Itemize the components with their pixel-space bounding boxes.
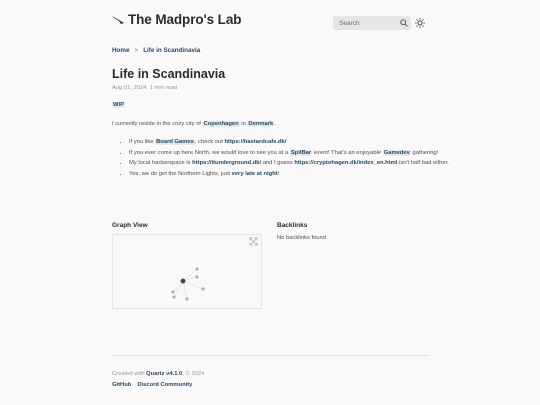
list-text: event! That's an enjoyable (313, 149, 382, 156)
link-quartz[interactable]: Quartz v4.1.0 (146, 371, 183, 377)
breadcrumb (112, 47, 200, 54)
page-title: Life in Scandinavia (112, 67, 226, 81)
tag-label[interactable]: WIP (113, 102, 124, 108)
sun-icon[interactable] (415, 18, 425, 28)
list-text: My local hackerspace is (129, 160, 191, 167)
list-text: ! (277, 170, 280, 177)
link-github[interactable]: GitHub (112, 382, 132, 388)
link-spilbar[interactable]: SpilBar (290, 149, 312, 156)
footer-credit (112, 371, 204, 377)
graph-node[interactable] (172, 295, 175, 298)
graph-node[interactable] (195, 267, 198, 270)
graph-node[interactable] (185, 297, 188, 300)
graph-node[interactable] (195, 275, 198, 278)
search-label: Search (339, 19, 360, 27)
list-item (129, 137, 469, 148)
list-item (129, 148, 469, 159)
list-text: isn't half bad either. (399, 160, 449, 167)
link-copenhagen[interactable]: Copenhagen (203, 121, 239, 127)
list-text: and I guess (262, 160, 293, 167)
breadcrumb-current[interactable]: Life in Scandinavia (143, 47, 201, 54)
graph-view-title: Graph View (112, 222, 148, 229)
intro-text: I currently reside in the cozy city of (112, 121, 201, 127)
list-item (129, 158, 469, 169)
list-text: gathering! (412, 149, 439, 156)
list-text: If you ever come up here North, we would love to see you at a (129, 149, 289, 156)
breadcrumb-home[interactable]: Home (112, 47, 130, 54)
bullet-list (112, 137, 469, 179)
intro-in-text: in (241, 121, 246, 127)
link-itunderground[interactable]: https://itunderground.dk/ (192, 160, 262, 167)
tag-wip[interactable] (112, 102, 125, 108)
link-late-at-night[interactable]: very late at night (231, 170, 278, 177)
footer-credit-text: Created with (112, 371, 145, 377)
graph-node[interactable] (171, 290, 174, 293)
footer-copyright: , © 2024 (182, 371, 205, 377)
graph-node[interactable] (201, 287, 204, 290)
footer-links (112, 382, 192, 388)
logo-bird-icon (112, 15, 124, 25)
backlinks-empty: No backlinks found (277, 235, 326, 241)
intro-paragraph (112, 121, 276, 127)
list-text: If you like (129, 139, 154, 145)
link-board-games[interactable]: Board Games (156, 139, 194, 145)
list-item (129, 169, 469, 180)
search-icon (400, 19, 408, 27)
graph-canvas[interactable] (113, 235, 261, 308)
article-meta: Aug 01, 2024, 1 min read (112, 85, 178, 91)
link-gamedev[interactable]: Gamedev (383, 149, 410, 156)
breadcrumb-separator: > (134, 47, 139, 54)
link-cryptohagen[interactable]: https://cryptohagen.dk/index_en.html (294, 160, 398, 167)
intro-end-text: . (274, 121, 276, 127)
backlinks-title: Backlinks (277, 222, 308, 229)
link-bastardcafe[interactable]: https://bastardcafe.dk/ (224, 139, 287, 145)
search-bar[interactable] (333, 16, 411, 30)
list-text: Yes, we do get the Northern Lights, just (129, 170, 230, 177)
footer-divider (112, 355, 428, 356)
site-title[interactable]: The Madpro's Lab (128, 12, 242, 27)
link-denmark[interactable]: Denmark (248, 121, 274, 127)
list-text: , check out (194, 139, 223, 145)
link-discord[interactable]: Discord Community (137, 382, 193, 388)
site-header-logo[interactable] (112, 12, 241, 27)
graph-node-current[interactable] (181, 279, 186, 284)
graph-view[interactable] (112, 234, 262, 309)
